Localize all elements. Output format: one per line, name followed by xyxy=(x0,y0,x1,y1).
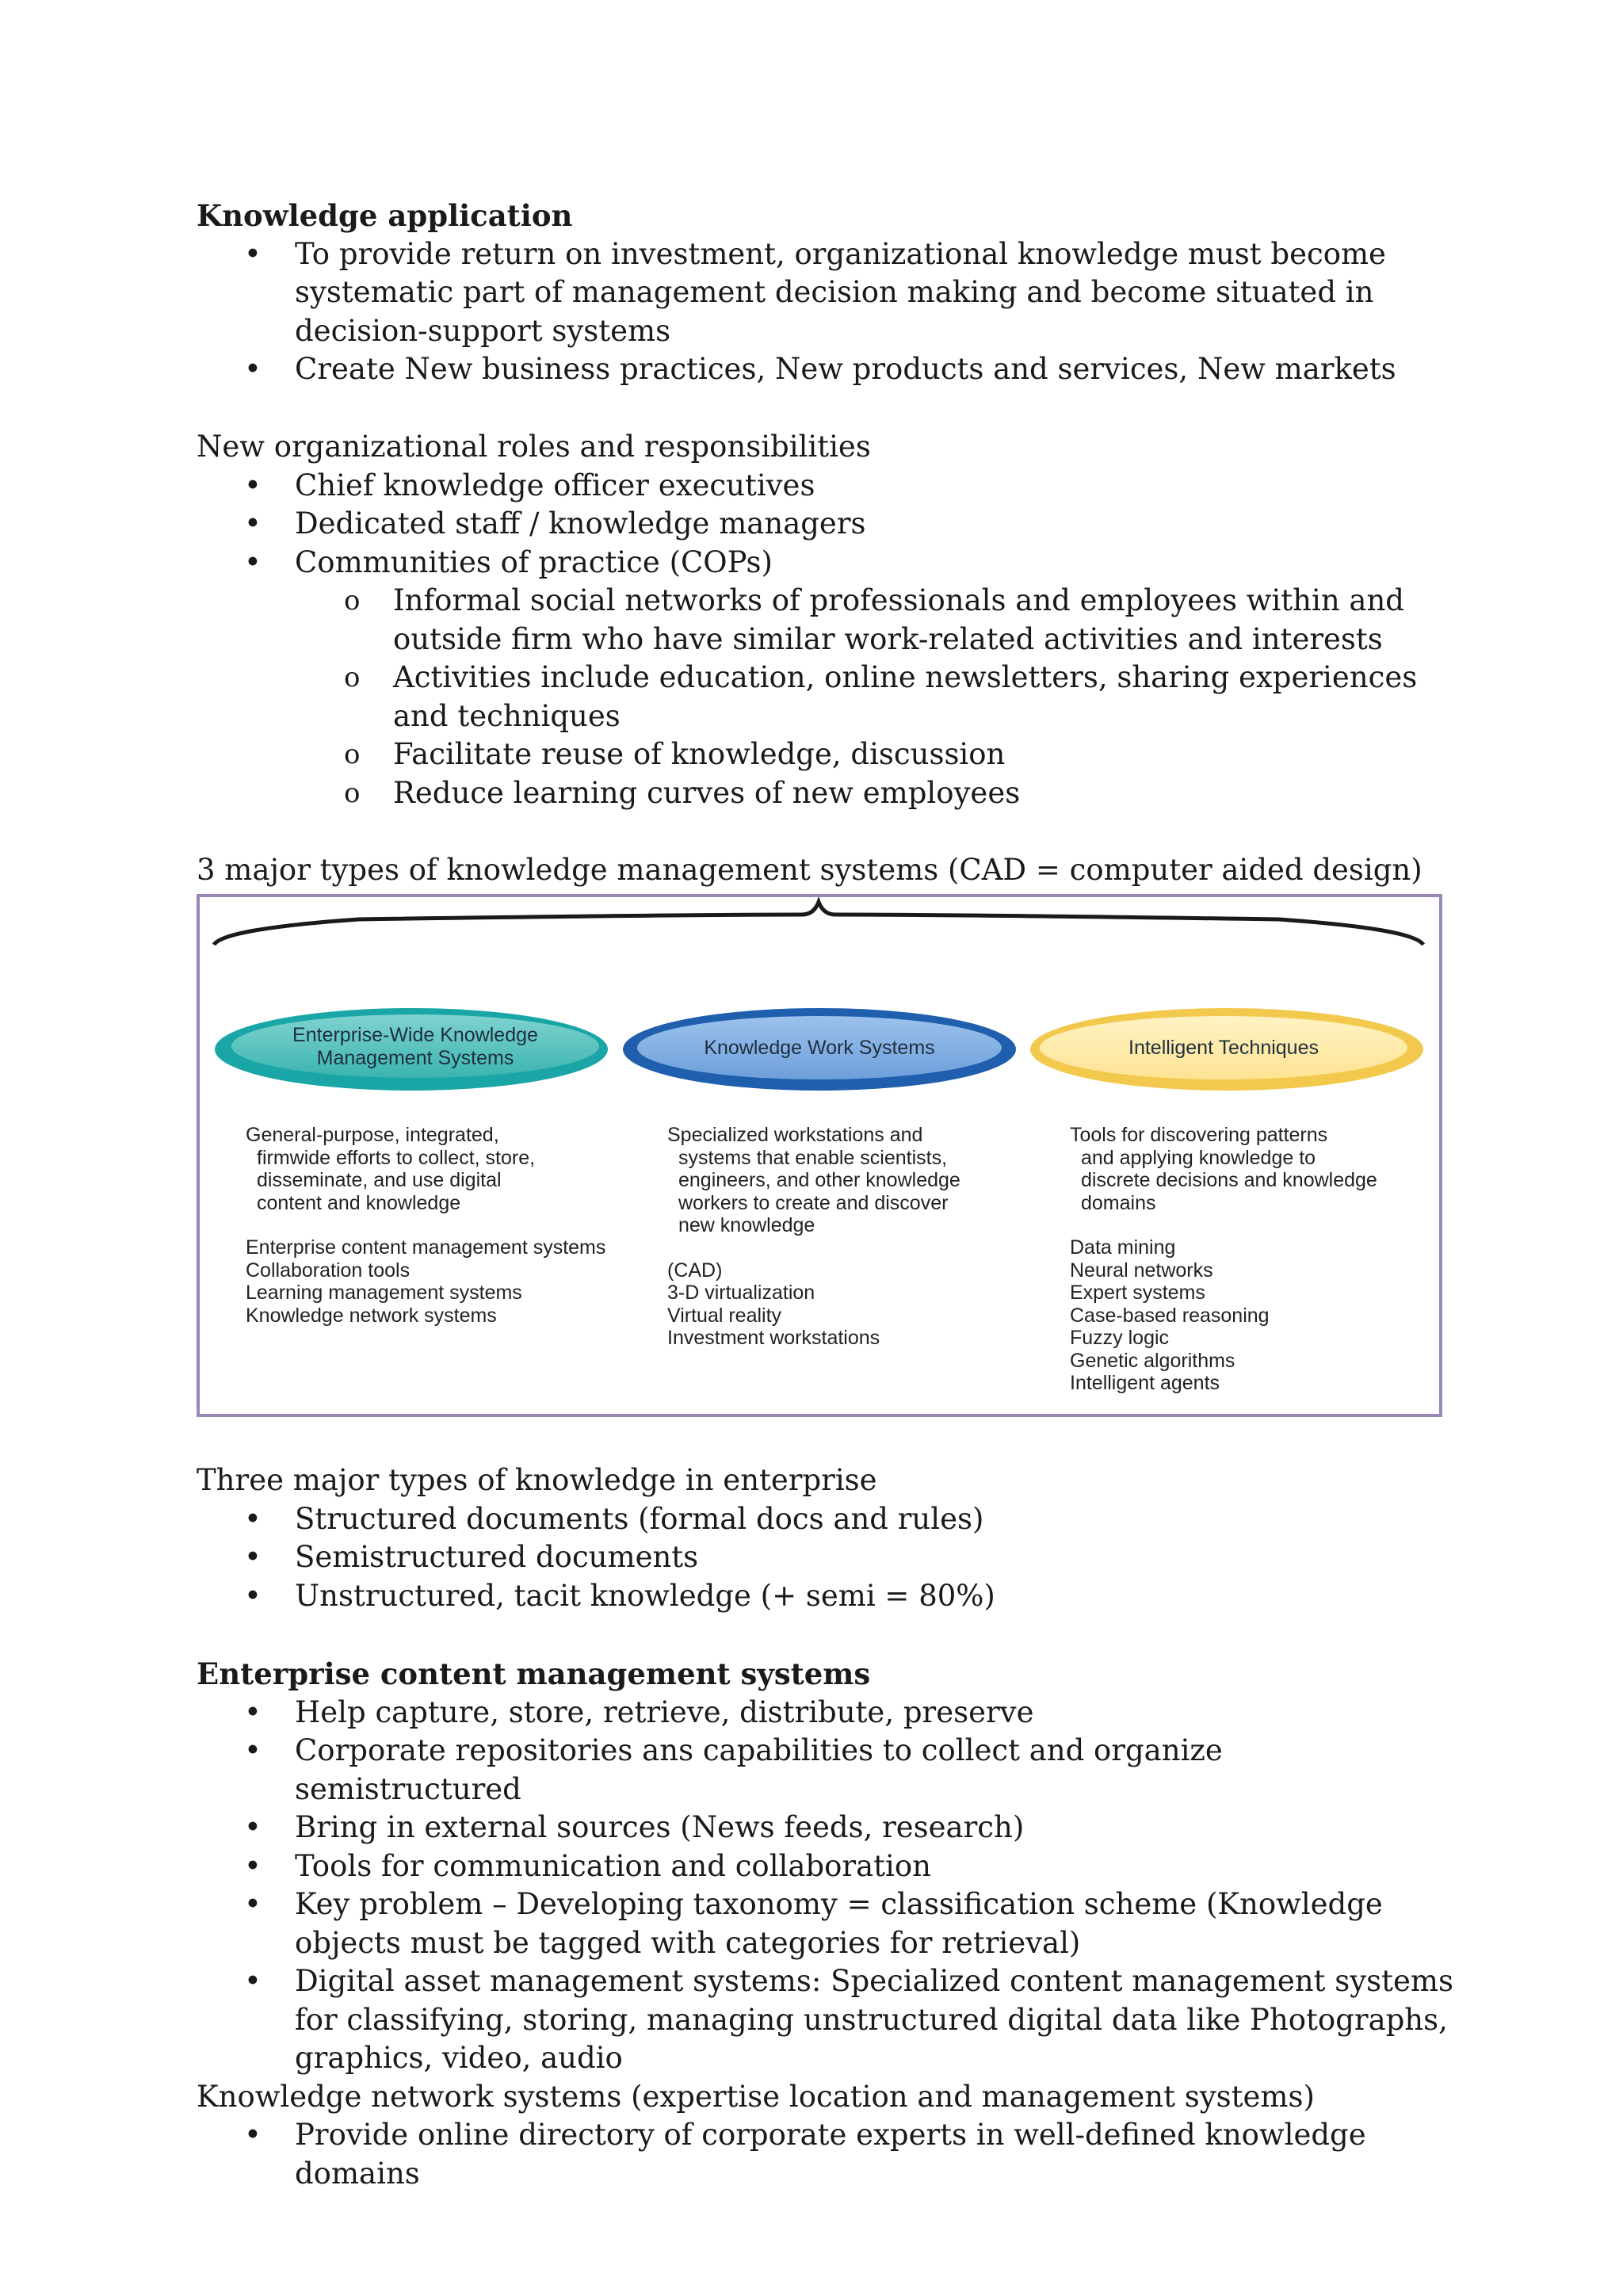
list-item-text: Semistructured documents xyxy=(295,1540,699,1574)
sub-list-item xyxy=(295,735,1457,774)
column-item: Expert systems xyxy=(1070,1282,1205,1304)
column-knowledge-work xyxy=(667,1124,1040,1350)
column-description xyxy=(667,1124,1040,1237)
description-line: new knowledge xyxy=(678,1214,815,1236)
oval-label-enterprise-wide xyxy=(253,1024,578,1070)
bullet-icon: • xyxy=(244,506,262,541)
bullet-icon: • xyxy=(244,1810,262,1844)
sub-list-item-text: Facilitate reuse of knowledge, discussion xyxy=(393,737,1006,771)
list-item-text: Structured documents (formal docs and rules) xyxy=(295,1501,984,1536)
bullet-icon: • xyxy=(244,468,262,502)
column-item-list xyxy=(246,1236,626,1327)
heading-ecm-systems: Enterprise content management systems xyxy=(197,1656,871,1691)
list-item xyxy=(197,2116,1457,2193)
list-item xyxy=(197,1885,1457,1962)
bullet-icon: • xyxy=(244,544,262,579)
heading-km-types: 3 major types of knowledge management systems (CAD = computer aided design) xyxy=(197,853,1423,887)
list-item xyxy=(197,1809,1457,1847)
oval-label-intelligent-techniques xyxy=(1065,1037,1382,1060)
brace-shape xyxy=(214,902,1423,945)
sub-list-item xyxy=(295,774,1457,813)
list-item xyxy=(197,1694,1457,1733)
section-knowledge-application xyxy=(197,197,1457,389)
column-item: Enterprise content management systems xyxy=(246,1236,606,1259)
list-item xyxy=(197,505,1457,544)
list-item-text: Help capture, store, retrieve, distribute, preserve xyxy=(295,1694,1034,1729)
description-line: domains xyxy=(1081,1191,1156,1214)
description-line: content and knowledge xyxy=(257,1191,461,1214)
list-item xyxy=(197,1732,1457,1809)
circle-bullet-icon: o xyxy=(344,777,361,809)
column-item: Fuzzy logic xyxy=(1070,1327,1170,1349)
list-item-text: Create New business practices, New products and services, New markets xyxy=(295,352,1396,386)
circle-bullet-icon: o xyxy=(344,585,361,617)
column-enterprise-wide xyxy=(246,1124,626,1327)
sub-list-item-text: Activities include education, online newsletters, sharing experiences and techniques xyxy=(393,660,1418,733)
list-item-text: Chief knowledge officer executives xyxy=(295,468,815,502)
sub-list-item xyxy=(295,659,1457,735)
sub-list-item xyxy=(295,582,1457,659)
circle-bullet-icon: o xyxy=(344,662,361,693)
list-item-text: Communities of practice (COPs) xyxy=(295,544,773,579)
bullet-icon: • xyxy=(244,1848,262,1883)
column-item: Genetic algorithms xyxy=(1070,1349,1235,1372)
column-item: 3-D virtualization xyxy=(667,1282,815,1304)
bullet-icon: • xyxy=(244,352,262,386)
bullet-icon: • xyxy=(244,1501,262,1536)
section-km-types xyxy=(197,851,1457,890)
bullet-list xyxy=(197,2116,1457,2193)
description-line: engineers, and other knowledge xyxy=(678,1169,960,1191)
heading-knowledge-application: Knowledge application xyxy=(197,198,573,233)
description-line: firmwide efforts to collect, store, xyxy=(257,1146,536,1169)
description-line: systems that enable scientists, xyxy=(678,1146,948,1169)
section-knowledge-types xyxy=(197,1461,1457,1615)
list-item-text: Bring in external sources (News feeds, research) xyxy=(295,1810,1025,1844)
list-item xyxy=(197,1538,1457,1577)
column-item: Learning management systems xyxy=(246,1282,522,1304)
column-item: Neural networks xyxy=(1070,1259,1213,1282)
bullet-icon: • xyxy=(244,1733,262,1767)
bullet-icon: • xyxy=(244,1578,262,1613)
list-item-text: Provide online directory of corporate experts in well-defined knowledge domains xyxy=(295,2118,1366,2191)
oval-label-line: Management Systems xyxy=(316,1047,514,1069)
oval-label-knowledge-work xyxy=(661,1037,978,1060)
sub-list-item-text: Informal social networks of professionals and employees within and outside firm who have similar work-related activities and interests xyxy=(393,583,1404,656)
list-item xyxy=(197,1577,1457,1616)
list-item xyxy=(197,1500,1457,1539)
oval-label-line: Intelligent Techniques xyxy=(1128,1037,1319,1059)
section-ecm-systems xyxy=(197,1655,1457,2193)
column-description xyxy=(246,1124,626,1214)
sub-bullet-list xyxy=(295,582,1457,812)
heading-knowledge-network: Knowledge network systems (expertise location and management systems) xyxy=(197,2079,1315,2114)
list-item xyxy=(197,235,1457,351)
circle-bullet-icon: o xyxy=(344,739,361,770)
section-org-roles xyxy=(197,428,1457,812)
column-item: Data mining xyxy=(1070,1236,1176,1259)
list-item xyxy=(197,544,1457,813)
description-line: discrete decisions and knowledge xyxy=(1081,1169,1377,1191)
description-line: Tools for discovering patterns xyxy=(1070,1124,1328,1146)
bullet-list xyxy=(197,467,1457,813)
list-item-text: Key problem – Developing taxonomy = classification scheme (Knowledge objects must be tagged with categories for retrieval) xyxy=(295,1887,1383,1960)
list-item xyxy=(197,467,1457,506)
bullet-icon: • xyxy=(244,1540,262,1574)
bullet-icon: • xyxy=(244,1887,262,1921)
heading-knowledge-types: Three major types of knowledge in enterprise xyxy=(197,1463,877,1497)
column-item: Collaboration tools xyxy=(246,1259,411,1282)
km-systems-figure xyxy=(197,894,1442,1417)
column-item-list xyxy=(1070,1236,1434,1395)
bullet-icon: • xyxy=(244,236,262,271)
list-item-text: Tools for communication and collaboration xyxy=(295,1848,931,1883)
list-item-text: Corporate repositories ans capabilities to collect and organize semistructured xyxy=(295,1733,1223,1806)
list-item-text: Digital asset management systems: Specialized content management systems for classifying, storing, managing unstructured digital data like Photographs, graphics, video, audio xyxy=(295,1964,1453,2075)
list-item xyxy=(197,350,1457,389)
column-item: Case-based reasoning xyxy=(1070,1304,1270,1327)
column-item: Investment workstations xyxy=(667,1327,880,1349)
column-item: Knowledge network systems xyxy=(246,1304,497,1327)
list-item xyxy=(197,1847,1457,1886)
bullet-icon: • xyxy=(244,2118,262,2152)
heading-org-roles: New organizational roles and responsibilities xyxy=(197,430,871,464)
list-item-text: Dedicated staff / knowledge managers xyxy=(295,506,866,541)
bullet-list xyxy=(197,235,1457,389)
column-description xyxy=(1070,1124,1434,1214)
description-line: Specialized workstations and xyxy=(667,1124,923,1146)
bullet-list xyxy=(197,1694,1457,2078)
sub-list-item-text: Reduce learning curves of new employees xyxy=(393,775,1021,810)
oval-label-line: Enterprise-Wide Knowledge xyxy=(292,1024,538,1046)
description-line: disseminate, and use digital xyxy=(257,1169,502,1191)
column-item: Intelligent agents xyxy=(1070,1372,1220,1394)
description-line: General-purpose, integrated, xyxy=(246,1124,499,1146)
column-item-list xyxy=(667,1259,1040,1350)
list-item-text: To provide return on investment, organizational knowledge must become systematic part of management decision making and become situated in decision-support systems xyxy=(295,236,1386,348)
description-line: workers to create and discover xyxy=(678,1191,949,1214)
list-item xyxy=(197,1962,1457,2078)
column-item: Virtual reality xyxy=(667,1304,782,1327)
bullet-list xyxy=(197,1500,1457,1616)
bullet-icon: • xyxy=(244,1694,262,1729)
description-line: and applying knowledge to xyxy=(1081,1146,1316,1169)
oval-label-line: Knowledge Work Systems xyxy=(704,1037,935,1059)
list-item-text: Unstructured, tacit knowledge (+ semi = 80%) xyxy=(295,1578,995,1613)
column-item: (CAD) xyxy=(667,1259,723,1282)
bullet-icon: • xyxy=(244,1964,262,1998)
column-intelligent-techniques xyxy=(1070,1124,1434,1395)
